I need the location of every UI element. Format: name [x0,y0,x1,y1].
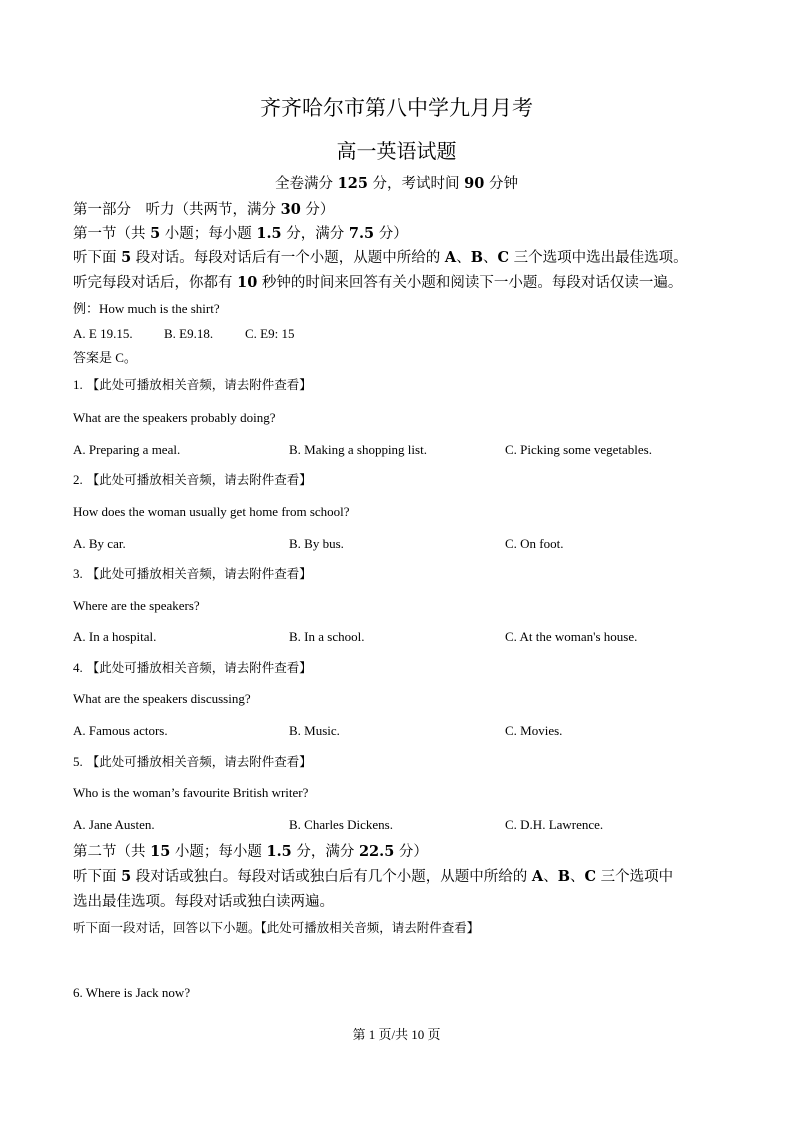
question-4-option-b: B. Music. [289,723,340,738]
section2-instructions-line1: 听下面 5 段对话或独白。每段对话或独白后有几个小题，从题中所给的 A、B、C 三个选项中 [73,868,674,885]
question-5-text: Who is the woman’s favourite British writer? [73,785,309,800]
school-title: 齐齐哈尔市第八中学九月月考 [260,96,533,120]
question-5-option-b: B. Charles Dickens. [289,817,393,832]
question-3-audio: 3. 【此处可播放相关音频，请去附件查看】 [73,566,312,581]
question-1-option-c: C. Picking some vegetables. [505,442,652,457]
section1-instructions-line2: 听完每段对话后，你都有 10 秒钟的时间来回答有关小题和阅读下一小题。每段对话仅读一遍。 [73,274,683,291]
section1-instructions-line1: 听下面 5 段对话。每段对话后有一个小题，从题中所给的 A、B、C 三个选项中选出最佳选项。 [73,249,688,266]
question-5-audio: 5. 【此处可播放相关音频，请去附件查看】 [73,754,312,769]
subject-title: 高一英语试题 [336,139,457,163]
question-2-audio: 2. 【此处可播放相关音频，请去附件查看】 [73,472,312,487]
example-option-c: C. E9: 15 [245,326,295,341]
example-option-a: A. E 19.15. [73,326,133,341]
part1-title: 第一部分 听力（共两节，满分 30 分） [73,201,335,218]
question-4-option-a: A. Famous actors. [73,723,168,738]
section2-listen-note: 听下面一段对话，回答以下小题。【此处可播放相关音频，请去附件查看】 [73,920,480,935]
page-number: 第 1 页/共 10 页 [352,1027,441,1042]
question-3-option-c: C. At the woman's house. [505,629,638,644]
example-question: 例：How much is the shirt? [73,301,220,316]
question-2-option-c: C. On foot. [505,536,564,551]
question-3-option-b: B. In a school. [289,629,365,644]
question-2-option-a: A. By car. [73,536,126,551]
question-1-text: What are the speakers probably doing? [73,410,276,425]
question-2-text: How does the woman usually get home from school? [73,504,350,519]
question-3-text: Where are the speakers? [73,598,200,613]
question-1-option-a: A. Preparing a meal. [73,442,181,457]
question-4-audio: 4. 【此处可播放相关音频，请去附件查看】 [73,660,312,675]
exam-info: 全卷满分 125 分，考试时间 90 分钟 [275,175,518,192]
question-1-audio: 1. 【此处可播放相关音频，请去附件查看】 [73,377,312,392]
section1-title: 第一节（共 5 小题；每小题 1.5 分，满分 7.5 分） [73,225,408,242]
question-5-option-c: C. D.H. Lawrence. [505,817,604,832]
question-6-text: 6. Where is Jack now? [73,985,191,1000]
section2-title: 第二节（共 15 小题；每小题 1.5 分，满分 22.5 分） [73,843,428,860]
question-4-option-c: C. Movies. [505,723,563,738]
example-option-b: B. E9.18. [164,326,214,341]
question-5-option-a: A. Jane Austen. [73,817,155,832]
question-2-option-b: B. By bus. [289,536,344,551]
section2-instructions-line2: 选出最佳选项。每段对话或独白读两遍。 [73,894,334,910]
question-1-option-b: B. Making a shopping list. [289,442,427,457]
example-answer: 答案是 C。 [73,350,137,365]
question-4-text: What are the speakers discussing? [73,691,251,706]
question-3-option-a: A. In a hospital. [73,629,157,644]
